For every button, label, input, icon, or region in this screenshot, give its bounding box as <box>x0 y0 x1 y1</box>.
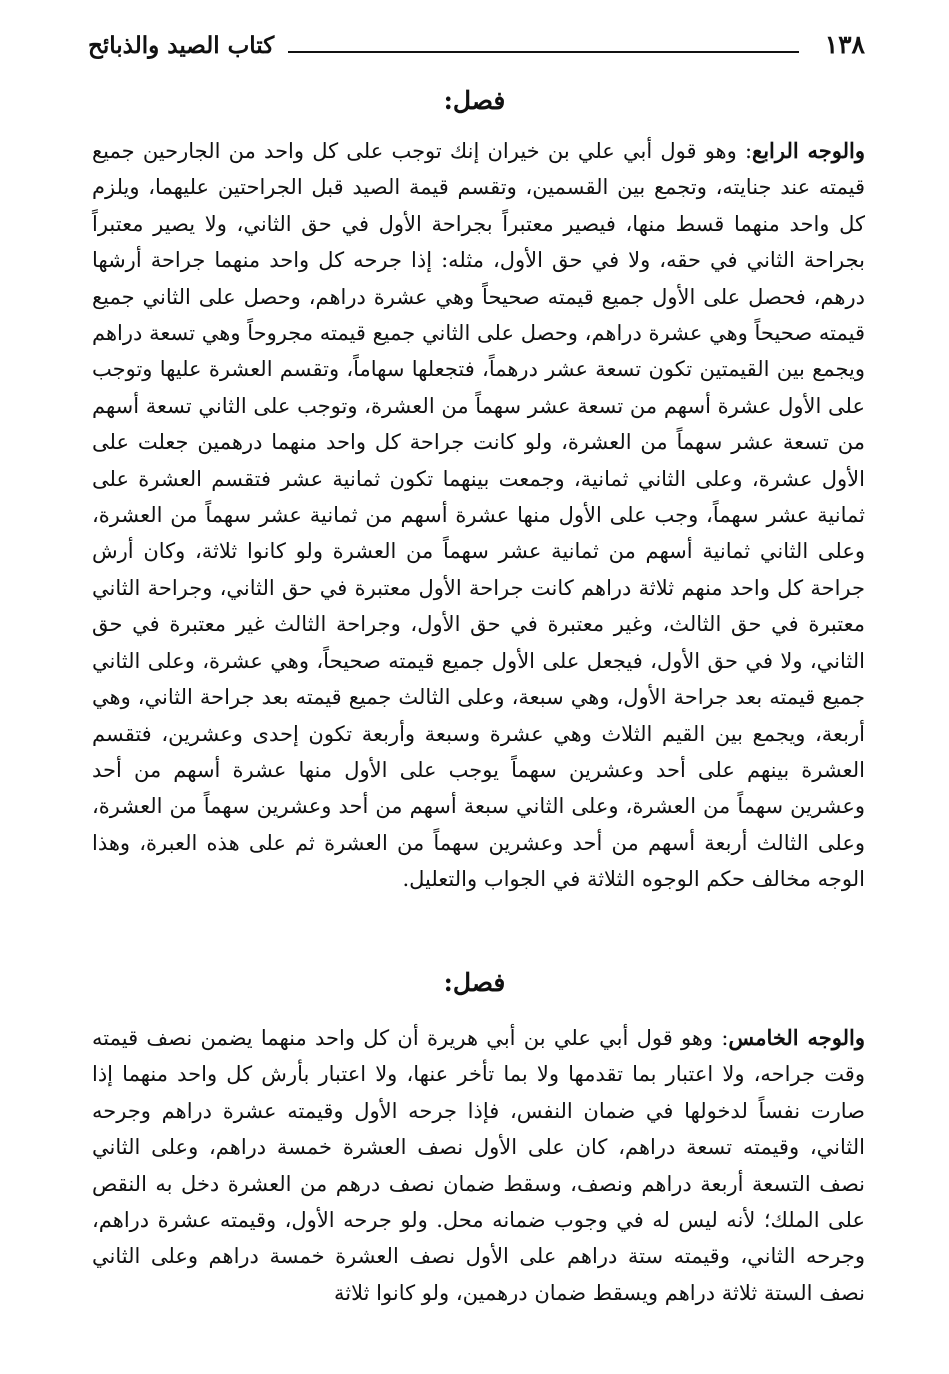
page-number: ١٣٨ <box>824 30 865 59</box>
page-header <box>88 30 865 70</box>
running-title: كتاب الصيد والذبائح <box>88 32 275 59</box>
section-paragraph-1 <box>92 133 865 898</box>
paragraph-lead-1: والوجه الرابع <box>752 138 865 163</box>
section-heading-2: فصل: <box>443 968 506 997</box>
section-paragraph-2 <box>92 1020 865 1311</box>
paragraph-text-2: : وهو قول أبي علي بن أبي هريرة أن كل واحد منهما يضمن نصف قيمته وقت جراحه، ولا اعتبار بما تقدمها ولا بما تأخر عنها، ولا اعتبار بأرش كل واحد منهما إذا صارت نفساً لدخولها في ضمان النفس، فإذا جرحه الأول وقيمته عشرة دراهم وجرحه الثاني، وقيمته تسعة دراهم، كان على الأول نصف العشرة خمسة دراهم، وعلى الثاني نصف التسعة أربعة دراهم ونصف، وسقط ضمان نصف درهم من العشرة دخل به النقص على الملك؛ لأنه ليس له في وجوب ضمانه محل. ولو جرحه الأول، وقيمته عشرة دراهم، وجرحه الثاني، وقيمته ستة دراهم على الأول نصف العشرة خمسة دراهم وعلى الثاني نصف الستة ثلاثة دراهم ويسقط ضمان درهمين، ولو كانوا ثلاثة <box>92 1026 865 1305</box>
section-heading-1: فصل: <box>443 86 506 115</box>
header-rule <box>288 51 799 53</box>
paragraph-text-1: : وهو قول أبي علي بن خيران إنك توجب على كل واحد من الجارحين جميع قيمته عند جنايته، وتجمع بين القسمين، وتقسم قيمة الصيد قبل الجراحتين عليهما، ويلزم كل واحد منهما قسط منها، فيصير معتبراً بجراحة الأول في حق الثاني، ولا يصير معتبراً بجراحة الثاني في حقه، ولا في حق الأول، مثله: إذا جرحه كل واحد منهما جراحة أرشها درهم، فحصل على الأول جميع قيمته صحيحاً وهي عشرة دراهم، وحصل على الثاني جميع قيمته صحيحاً وهي عشرة دراهم، وحصل على الثاني جميع قيمته مجروحاً وهي تسعة دراهم ويجمع بين القيمتين تكون تسعة عشر درهماً، فتجعلها سهاماً، وتقسم العشرة عليها وتوجب على الأول عشرة أسهم من تسعة عشر سهماً من العشرة، وتوجب على الثاني تسعة أسهم من تسعة عشر سهماً من العشرة، ولو كانت جراحة كل واحد منهما درهمين جعلت على الأول عشرة، وعلى الثاني ثمانية، وجمعت بينهما تكون ثمانية عشر فتقسم العشرة على ثمانية عشر سهماً، وجب على الأول منها عشرة أسهم من ثمانية عشر سهماً من العشرة، وعلى الثاني ثمانية أسهم من ثمانية عشر سهماً من العشرة ولو كانوا ثلاثة، وكان أرش جراحة كل واحد منهم ثلاثة دراهم كانت جراحة الأول معتبرة في حق الثاني، وجراحة الثاني معتبرة في حق الثالث، وغير معتبرة في حق الأول، وجراحة الثالث غير معتبرة في حق الثاني، ولا في حق الأول، فيجعل على الأول جميع قيمته صحيحاً، وهي عشرة، وعلى الثاني جميع قيمته بعد جراحة الأول، وهي سبعة، وعلى الثالث جميع قيمته بعد جراحة الثاني، وهي أربعة، ويجمع بين القيم الثلاث وهي عشرة وسبعة وأربعة تكون إحدى وعشرين، فتقسم العشرة بينهم على أحد وعشرين سهماً يوجب على الأول منها عشرة أسهم من أحد وعشرين سهماً من العشرة، وعلى الثاني سبعة أسهم من أحد وعشرين سهماً من العشرة، وعلى الثالث أربعة أسهم من أحد وعشرين سهماً من العشرة ثم على هذه العبرة، وهذا الوجه مخالف حكم الوجوه الثلاثة في الجواب والتعليل. <box>92 139 865 892</box>
paragraph-lead-2: والوجه الخامس <box>728 1025 866 1050</box>
